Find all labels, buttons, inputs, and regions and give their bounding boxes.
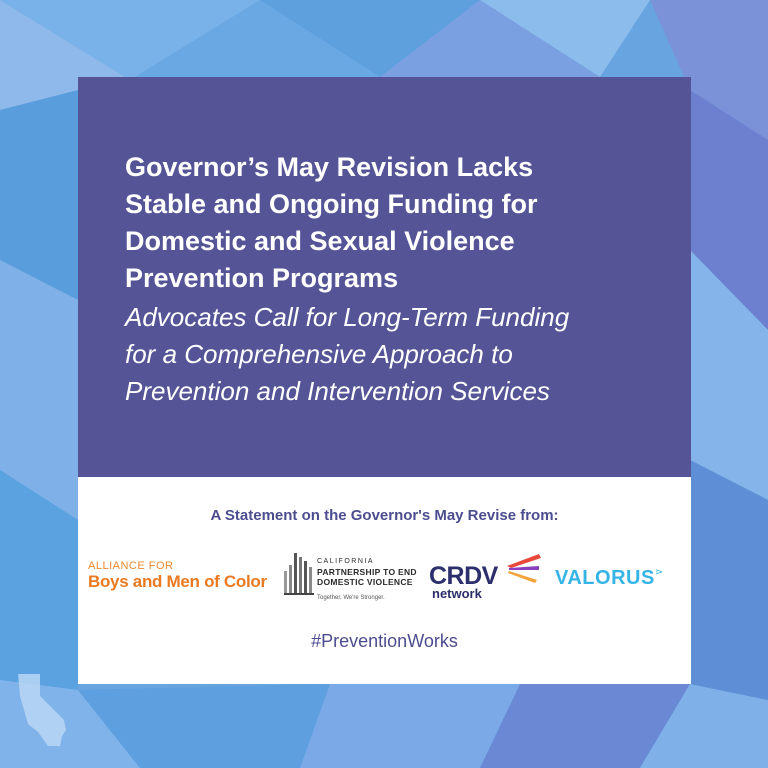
subhead-line: Advocates Call for Long-Term Funding xyxy=(125,302,570,332)
headline-line: Governor’s May Revision Lacks xyxy=(125,152,534,182)
cpedv-logo xyxy=(284,551,432,607)
subhead-line: Prevention and Intervention Services xyxy=(125,376,550,406)
crdv-bolt-icon xyxy=(499,552,543,584)
announcement-card xyxy=(78,77,691,684)
california-map-icon xyxy=(14,670,78,750)
headline-line: Prevention Programs xyxy=(125,263,399,293)
crdv-network-logo xyxy=(429,552,544,604)
cpedv-tagline: Together, We're Stronger. xyxy=(317,595,385,601)
cpedv-building-icon xyxy=(284,553,314,595)
statement-label: A Statement on the Governor's May Revise from: xyxy=(210,507,559,524)
crdv-logo-main: CRDV xyxy=(429,562,498,590)
alliance-logo-small-text: ALLIANCE FOR xyxy=(88,560,174,572)
cpedv-line1: CALIFORNIA xyxy=(317,558,375,565)
headline-panel xyxy=(78,77,691,477)
alliance-logo-main-text: Boys and Men of Color xyxy=(88,572,267,591)
headline-line: Domestic and Sexual Violence xyxy=(125,226,515,256)
cpedv-logo-text xyxy=(317,557,417,587)
alliance-boys-men-of-color-logo xyxy=(88,560,283,592)
valorus-logo-text: VALORUS xyxy=(555,567,655,589)
crdv-logo-sub: network xyxy=(432,586,482,601)
subheadline xyxy=(125,299,665,410)
cpedv-line3: DOMESTIC VIOLENCE xyxy=(317,577,413,587)
hashtag: #PreventionWorks xyxy=(311,631,458,651)
valorus-arrow-icon: ⋗ xyxy=(654,567,664,578)
headline xyxy=(125,149,665,297)
cpedv-line2: PARTNERSHIP TO END xyxy=(317,567,417,577)
headline-line: Stable and Ongoing Funding for xyxy=(125,189,538,219)
valorus-logo xyxy=(555,567,685,590)
subhead-line: for a Comprehensive Approach to xyxy=(125,339,513,369)
